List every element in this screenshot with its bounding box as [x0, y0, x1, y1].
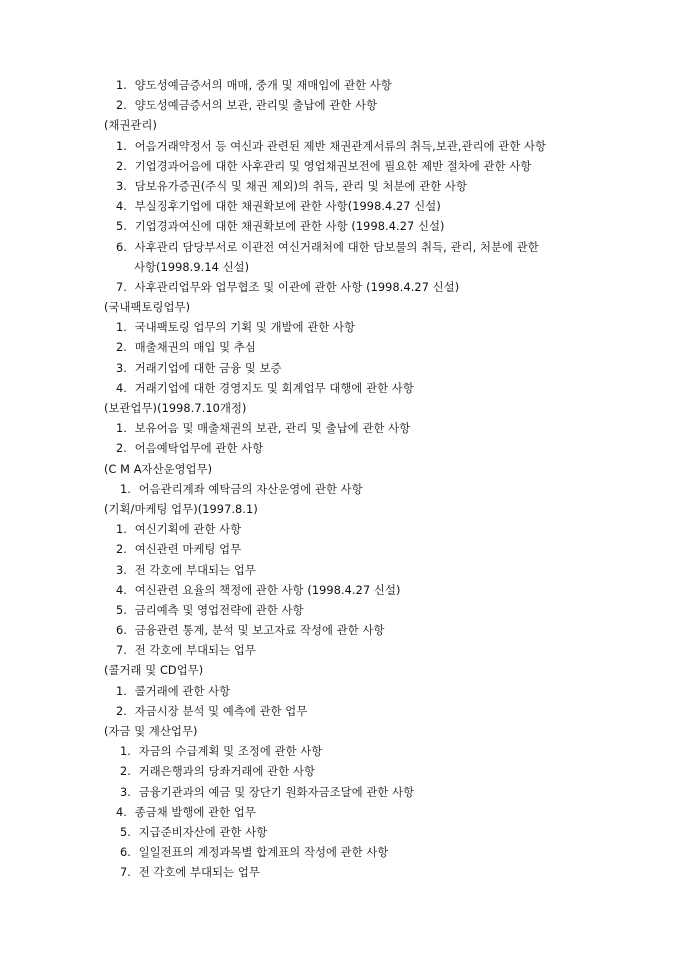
list-item-number: 3. [116, 563, 127, 577]
list-item [0, 76, 680, 96]
list-item [0, 581, 680, 601]
list-item [0, 641, 680, 661]
list-item-number: 1. [116, 321, 127, 335]
list-item-text: 전 각호에 부대되는 업무 [138, 866, 260, 880]
list-item [0, 197, 680, 217]
list-item [0, 843, 680, 863]
list-item-number: 1. [116, 139, 127, 153]
list-item-text: 지급준비자산에 관한 사항 [138, 825, 268, 839]
list-item-number: 2. [116, 341, 127, 355]
list-item-text: 기업경과여신에 대한 채권확보에 관한 사항 (1998.4.27 신설) [134, 220, 445, 234]
list-item-text: 양도성예금증서의 매매, 중개 및 재매입에 관한 사항 [134, 79, 392, 92]
list-item-number: 2. [116, 704, 127, 718]
list-item-number: 5. [116, 220, 127, 234]
list-item-continuation: 사항(1998.9.14 신설) [134, 260, 250, 274]
list-item-number: 3. [116, 179, 127, 193]
list-item [0, 359, 680, 379]
list-item-number: 7. [116, 280, 127, 294]
list-item-number: 1. [116, 79, 127, 92]
section-heading: (콜거래 및 CD업무) [104, 664, 204, 678]
list-item [0, 742, 680, 762]
list-item [0, 177, 680, 197]
list-item-text: 여신관련 마케팅 업무 [134, 543, 242, 557]
list-item [0, 540, 680, 560]
list-item-number: 7. [120, 866, 131, 880]
list-item [0, 419, 680, 439]
list-item [0, 318, 680, 338]
list-item-text: 거래기업에 대한 경영지도 및 회계업무 대행에 관한 사항 [134, 381, 414, 395]
list-item-number: 4. [116, 200, 127, 214]
list-item-text: 매출채권의 매입 및 추심 [134, 341, 256, 355]
list-item-text: 사후관리업무와 업무협조 및 이관에 관한 사항 (1998.4.27 신설) [134, 280, 460, 294]
list-item-number: 1. [120, 482, 131, 496]
list-item [0, 823, 680, 843]
list-item-number: 4. [116, 381, 127, 395]
list-item-number: 3. [116, 361, 127, 375]
list-item-text: 보유어음 및 매출채권의 보관, 관리 및 출납에 관한 사항 [134, 422, 411, 436]
list-item-text: 담보유가증권(주식 및 채권 제외)의 취득, 관리 및 처분에 관한 사항 [134, 179, 467, 193]
list-item [0, 480, 680, 500]
list-item-number: 1. [116, 523, 127, 537]
list-item-number: 5. [120, 825, 131, 839]
section-heading: (국내팩토링업무) [104, 301, 191, 315]
list-item [0, 803, 680, 823]
list-item-text: 자금시장 분석 및 예측에 관한 업무 [134, 704, 308, 718]
list-item [0, 238, 680, 258]
section-heading: (C M A자산운영업무) [104, 462, 213, 476]
list-item-number: 2. [116, 543, 127, 557]
list-item-text: 어음예탁업무에 관한 사항 [134, 442, 264, 456]
section-heading: (채권관리) [104, 119, 158, 133]
list-item-number: 1. [116, 684, 127, 698]
document-body [0, 76, 680, 884]
list-item [0, 96, 680, 116]
list-item-number: 2. [116, 442, 127, 456]
list-item-text: 금융관련 통계, 분석 및 보고자료 작성에 관한 사항 [134, 624, 385, 638]
list-item [0, 762, 680, 782]
list-item [0, 137, 680, 157]
list-item-text: 거래기업에 대한 금융 및 보증 [134, 361, 282, 375]
list-item-text: 여신관련 요율의 책정에 관한 사항 (1998.4.27 신설) [134, 583, 401, 597]
list-item-text: 기업경과어음에 대한 사후관리 및 영업채권보전에 필요한 제반 절차에 관한 사항 [134, 159, 532, 173]
list-item [0, 520, 680, 540]
list-item [0, 439, 680, 459]
list-item-text: 전 각호에 부대되는 업무 [134, 563, 256, 577]
list-item-text: 사후관리 담당부서로 이관전 여신거래처에 대한 담보물의 취득, 관리, 처분에 관한 [134, 240, 539, 254]
section-heading: (기획/마케팅 업무)(1997.8.1) [104, 502, 258, 516]
list-item-text: 어음관리계좌 예탁금의 자산운영에 관한 사항 [138, 482, 363, 496]
list-item [0, 783, 680, 803]
list-item-number: 6. [120, 846, 131, 860]
list-item [0, 157, 680, 177]
list-item-text: 전 각호에 부대되는 업무 [134, 644, 256, 658]
section-heading: (자금 및 계산업무) [104, 725, 198, 738]
list-item [0, 863, 680, 883]
list-item-text: 자금의 수급계획 및 조정에 관한 사항 [138, 745, 323, 759]
list-item-number: 2. [116, 99, 127, 113]
list-item-number: 4. [116, 583, 127, 597]
list-item-number: 6. [116, 240, 127, 254]
list-item-text: 어음거래약정서 등 여신과 관련된 제반 채권관계서류의 취득,보관,관리에 관한 사항 [134, 139, 547, 153]
list-item-number: 2. [116, 159, 127, 173]
section-heading: (보관업무)(1998.7.10개정) [104, 402, 247, 415]
list-item-text: 종금채 발행에 관한 업무 [134, 805, 256, 819]
list-item-text: 양도성예금증서의 보관, 관리및 출납에 관한 사항 [134, 99, 378, 113]
list-item [0, 217, 680, 237]
list-item [0, 379, 680, 399]
list-item [0, 561, 680, 581]
list-item [0, 702, 680, 722]
list-item-text: 부실징후기업에 대한 채권확보에 관한 사항(1998.4.27 신설) [134, 200, 441, 214]
list-item-number: 3. [120, 785, 131, 799]
list-item-number: 5. [116, 603, 127, 617]
list-item-number: 1. [116, 422, 127, 436]
list-item-number: 2. [120, 765, 131, 779]
list-item [0, 621, 680, 641]
list-item [0, 338, 680, 358]
list-item [0, 682, 680, 702]
list-item-number: 7. [116, 644, 127, 658]
list-item-number: 1. [120, 745, 131, 759]
list-item [0, 601, 680, 621]
list-item-text: 금리예측 및 영업전략에 관한 사항 [134, 603, 304, 617]
list-item-number: 6. [116, 624, 127, 638]
list-item-text: 국내팩토링 업무의 기획 및 개발에 관한 사항 [134, 321, 356, 335]
list-item [0, 278, 680, 298]
list-item-text: 거래은행과의 당좌거래에 관한 사항 [138, 765, 315, 779]
list-item-text: 금융기관과의 예금 및 장단기 원화자금조달에 관한 사항 [138, 785, 415, 799]
list-item-text: 콜거래에 관한 사항 [134, 684, 231, 698]
list-item-text: 여신기획에 관한 사항 [134, 523, 242, 537]
list-item-number: 4. [116, 805, 127, 819]
list-item-text: 일일전표의 계정과목별 합계표의 작성에 관한 사항 [138, 846, 389, 860]
